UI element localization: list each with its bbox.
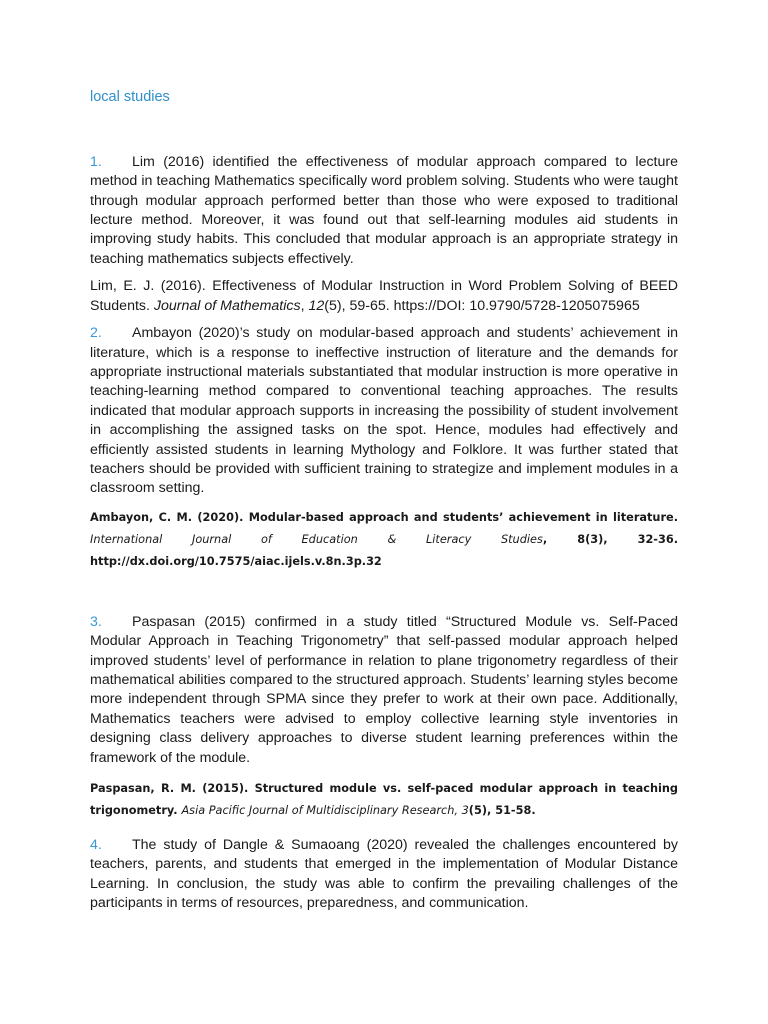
reference-2 [90, 507, 678, 573]
reference-3-authors-title: Paspasan, R. M. (2015). Structured module vs. self-paced modular approach in teaching trigonometry. [90, 782, 678, 817]
study-text-3: Paspasan (2015) confirmed in a study titled “Structured Module vs. Self-Paced Modular Approach in Teaching Trigonometry” that self-passed modular approach helped improved students’ level of performance in relation to plane trigonometry regardless of their mathematical abilities compared to the structured approach. Students’ learning styles become more independent through SPMA since they prefer to work at their own pace. Additionally, Mathematics teachers were advised to employ collective learning style inventories in designing class delivery approaches to diverse student learning preferences within the framework of the module. [90, 613, 678, 766]
study-text-2: Ambayon (2020)’s study on modular-based approach and students’ achievement in literature, which is a response to ineffective instruction of literature and the demands for appropriate instructional materials substantiated that modular instruction is more operative in teaching-learning method compared to conventional teaching approaches. The results indicated that modular approach supports in increasing the possibility of student involvement in accomplishing the assigned tasks on the spot. Hence, modules had effectively and efficiently assisted students in learning Mythology and Folklore. It was further stated that teachers should be provided with sufficient training to strategize and implement modules in a classroom setting. [90, 325, 678, 497]
reference-2-pages-doi: , 8(3), 32-36. http://dx.doi.org/10.7575/aiac.ijels.v.8n.3p.32 [90, 532, 679, 568]
list-number-3: 3. [90, 613, 102, 630]
section-heading: local studies [90, 89, 170, 105]
reference-1 [90, 277, 678, 316]
reference-1-authors-title: Lim, E. J. (2016). Effectiveness of Modular Instruction in Word Problem Solving of BEED Students. [90, 278, 678, 314]
list-number-2: 2. [90, 325, 102, 342]
reference-2-journal: International Journal of Education & Literacy Studies [90, 532, 543, 546]
reference-3-pages: (5), 51-58. [468, 804, 536, 817]
study-paragraph-1 [90, 153, 678, 269]
study-paragraph-2 [90, 324, 678, 499]
reference-1-journal: Journal of Mathematics [153, 297, 301, 314]
study-text-4: The study of Dangle & Sumaoang (2020) revealed the challenges encountered by teachers, parents, and students that emerged in the implementation of Modular Distance Learning. In conclusion, the study was able to confirm the prevailing challenges of the participants in terms of resources, preparedness, and communication. [90, 837, 678, 912]
study-text-1: Lim (2016) identified the effectiveness of modular approach compared to lecture method in teaching Mathematics specifically word problem solving. Students who were taught through modular approach performed better than those who were exposed to traditional lecture method. Moreover, it was found out that self-learning modules aid students in improving study habits. This concluded that modular approach is an appropriate strategy in teaching mathematics subjects effectively. [90, 153, 678, 267]
reference-3 [90, 778, 678, 822]
study-paragraph-3 [90, 613, 678, 768]
reference-3-journal: Asia Pacific Journal of Multidisciplinary Research, 3 [181, 804, 469, 817]
document-page [90, 88, 678, 914]
list-number-4: 4. [90, 837, 102, 853]
reference-2-authors-title: Ambayon, C. M. (2020). Modular-based approach and students’ achievement in literature. [90, 510, 678, 524]
reference-1-separator: , [300, 297, 309, 314]
study-paragraph-4 [90, 836, 678, 914]
reference-1-pages-doi: (5), 59-65. https://DOI: 10.9790/5728-1205075965 [324, 297, 640, 314]
reference-1-volume: 12 [308, 297, 325, 314]
list-number-1: 1. [90, 153, 102, 170]
